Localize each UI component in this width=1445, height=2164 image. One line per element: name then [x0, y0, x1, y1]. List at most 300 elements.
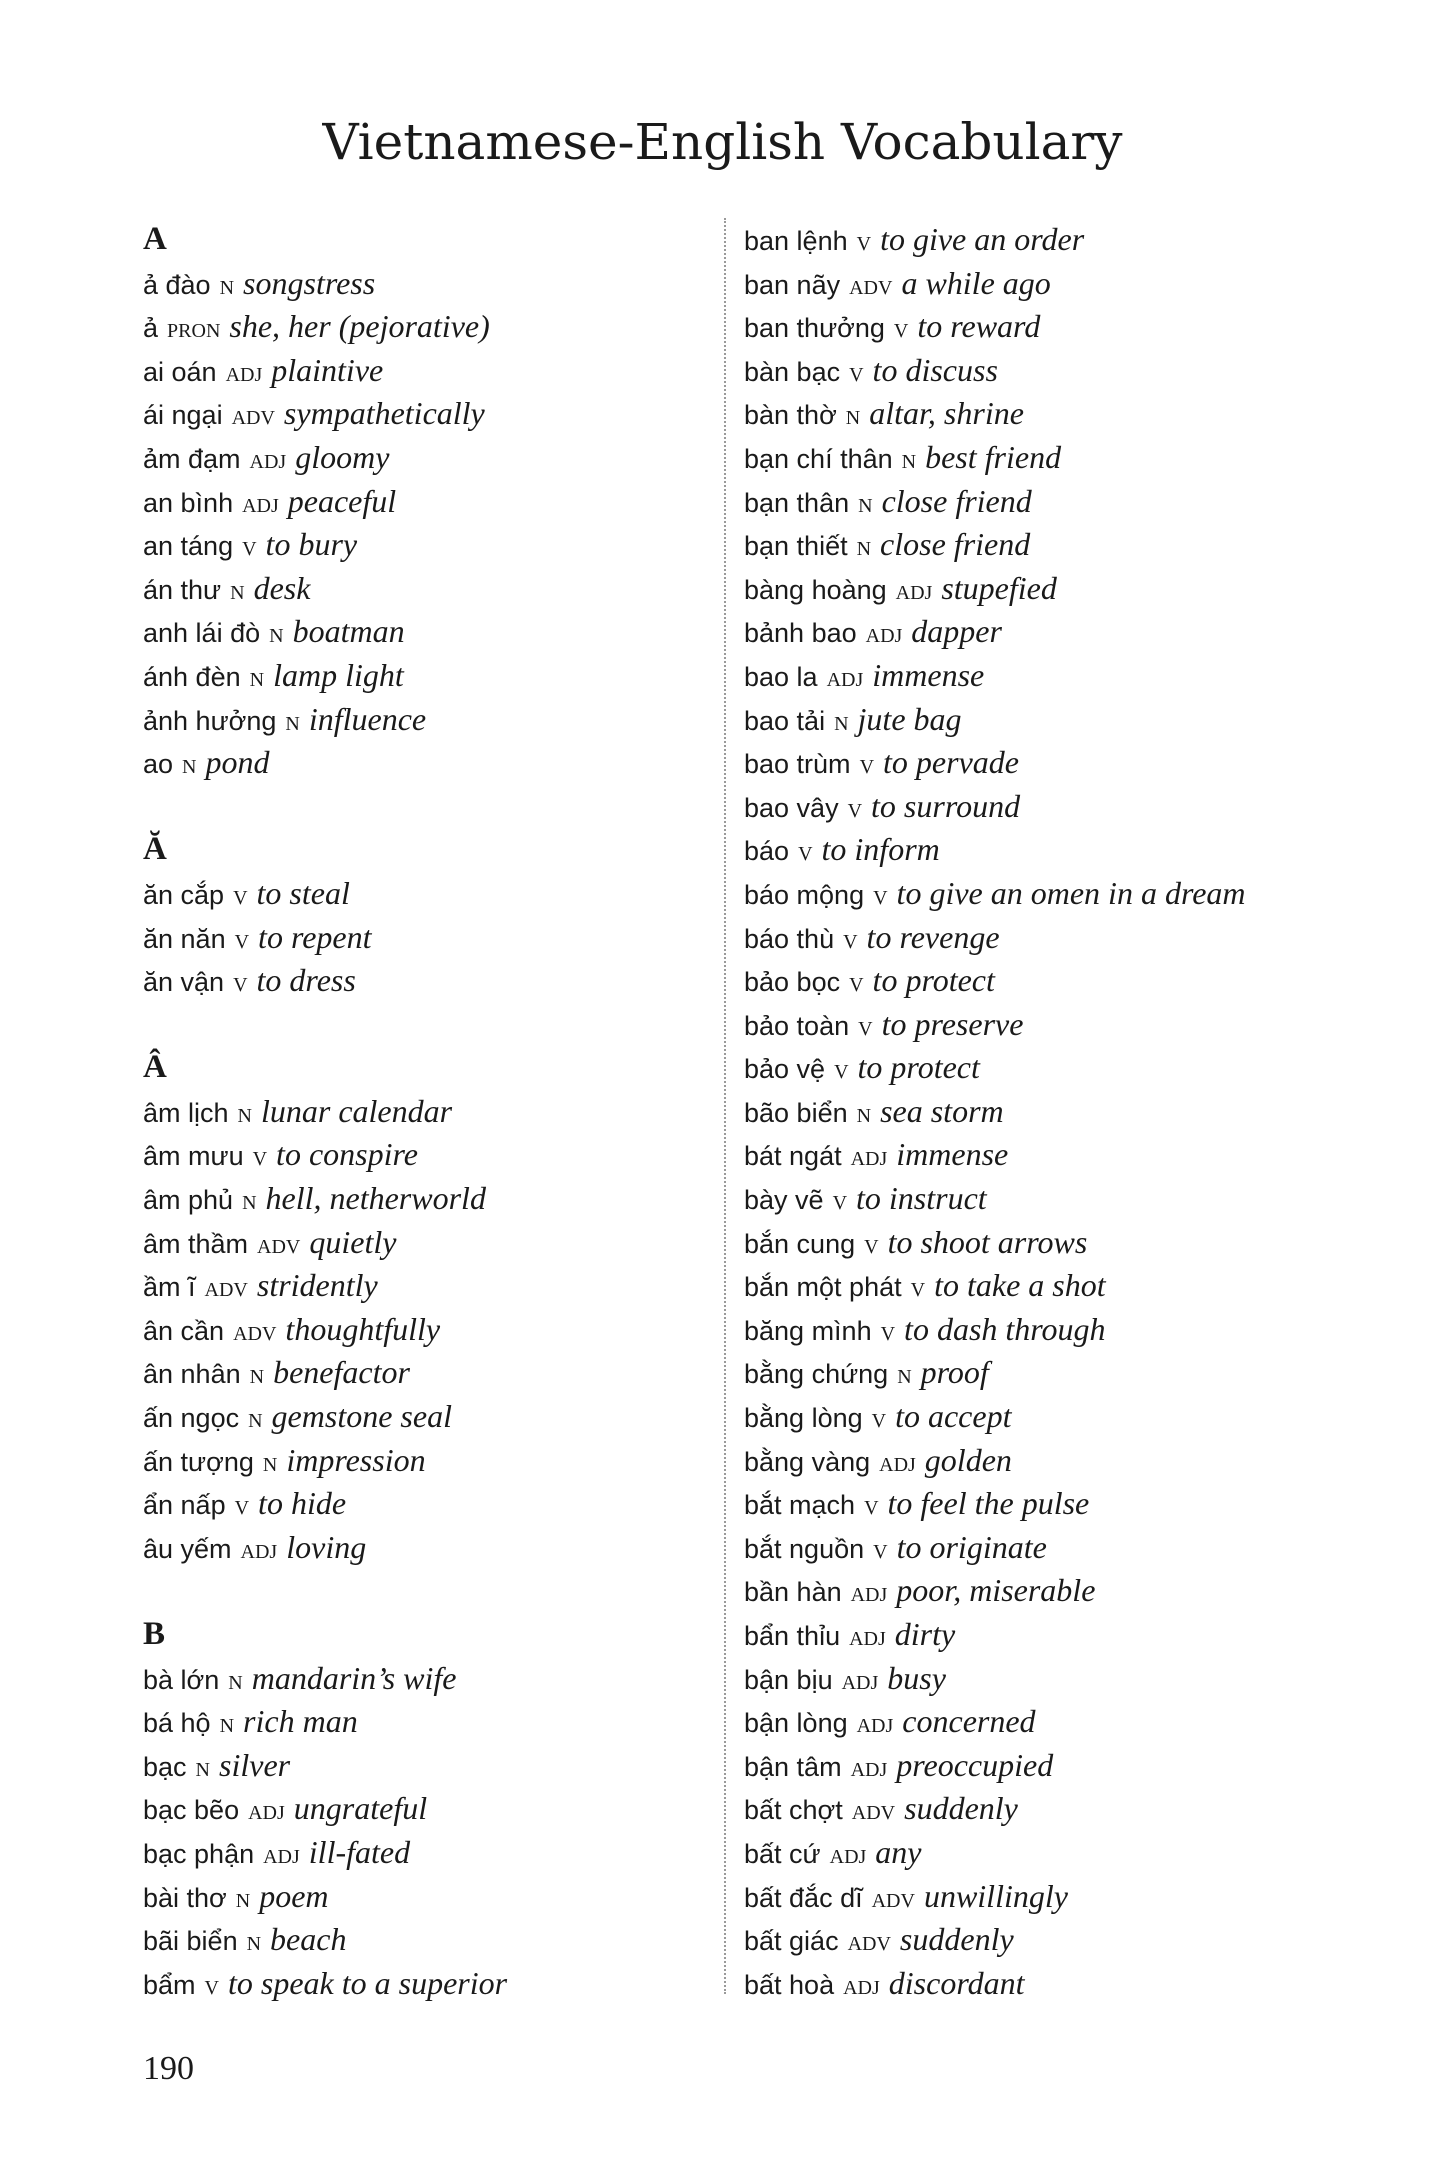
vocab-entry — [143, 523, 713, 567]
section-gap — [143, 785, 713, 829]
english-definition: to inform — [821, 831, 940, 868]
english-definition: suddenly — [904, 1790, 1018, 1827]
english-definition: immense — [896, 1136, 1009, 1173]
english-definition: she, her (pejorative) — [229, 308, 490, 345]
vocab-entry — [143, 1395, 713, 1439]
letter-heading: B — [143, 1616, 166, 1652]
english-definition: to hide — [258, 1485, 347, 1522]
english-definition: golden — [924, 1441, 1012, 1478]
english-definition: a while ago — [901, 264, 1051, 301]
english-definition: poor, miserable — [896, 1572, 1096, 1609]
part-of-speech: n — [237, 1096, 252, 1129]
vocab-entry — [744, 1351, 1424, 1395]
vocab-entry — [744, 828, 1424, 872]
vocab-entry — [744, 1613, 1424, 1657]
vietnamese-term: án thư — [143, 574, 222, 605]
part-of-speech: adj — [240, 1532, 278, 1565]
english-definition: dirty — [894, 1616, 956, 1652]
english-definition: to shoot arrows — [887, 1223, 1088, 1260]
english-definition: suddenly — [899, 1921, 1014, 1958]
vietnamese-term: bạn chí thân — [744, 443, 893, 474]
part-of-speech: adj — [225, 355, 263, 388]
vietnamese-term: bát ngát — [744, 1141, 842, 1172]
vocab-entry — [744, 1046, 1424, 1090]
part-of-speech: adj — [850, 1576, 888, 1609]
english-definition: dapper — [911, 613, 1002, 650]
vietnamese-term: bất cứ — [744, 1838, 821, 1869]
vocab-entry — [744, 1657, 1424, 1701]
vietnamese-term: bàng hoàng — [744, 574, 887, 605]
vocab-entry — [143, 654, 713, 698]
english-definition: pond — [205, 744, 270, 781]
part-of-speech: v — [871, 1402, 887, 1435]
part-of-speech: v — [204, 1968, 219, 2001]
vocab-entry — [744, 1221, 1424, 1265]
vietnamese-term: bảo toàn — [744, 1010, 850, 1041]
english-definition: ill-fated — [308, 1833, 411, 1870]
part-of-speech: v — [233, 966, 248, 999]
part-of-speech: n — [248, 1402, 263, 1435]
part-of-speech: adj — [249, 442, 287, 475]
part-of-speech: v — [832, 1184, 848, 1217]
vietnamese-term: ái ngại — [143, 400, 223, 431]
part-of-speech: v — [843, 922, 858, 955]
vocab-entry — [744, 1090, 1424, 1134]
english-definition: lamp light — [273, 656, 404, 693]
vietnamese-term: bao trùm — [744, 749, 851, 780]
vietnamese-term: ân cần — [143, 1315, 225, 1346]
part-of-speech: adj — [829, 1837, 867, 1870]
vietnamese-term: bắn cung — [744, 1228, 856, 1259]
vocab-entry — [143, 262, 713, 306]
english-definition: boatman — [292, 613, 405, 650]
column-divider — [724, 218, 726, 1994]
part-of-speech: v — [242, 530, 257, 563]
part-of-speech: v — [873, 1532, 888, 1565]
vietnamese-term: ánh đèn — [143, 661, 241, 692]
part-of-speech: n — [269, 617, 284, 650]
part-of-speech: v — [847, 791, 863, 824]
part-of-speech: n — [285, 704, 300, 737]
vocab-entry — [744, 1395, 1424, 1439]
english-definition: thoughtfully — [285, 1310, 441, 1347]
english-definition: unwillingly — [923, 1877, 1068, 1914]
vietnamese-term: bất giác — [744, 1926, 839, 1957]
vietnamese-term: báo — [744, 836, 790, 867]
part-of-speech: n — [858, 486, 873, 519]
vocab-entry — [744, 436, 1424, 480]
vietnamese-term: báo thù — [744, 923, 835, 954]
vietnamese-term: âm lịch — [143, 1097, 229, 1128]
part-of-speech: n — [228, 1663, 243, 1696]
vocab-entry — [744, 1875, 1424, 1919]
letter-heading: A — [143, 221, 167, 257]
vocab-entry — [744, 1308, 1424, 1352]
part-of-speech: adv — [233, 1314, 277, 1347]
vocab-entry — [143, 349, 713, 393]
vietnamese-term: ăn vận — [143, 967, 225, 998]
english-definition: gloomy — [295, 438, 390, 475]
english-definition: influence — [308, 700, 427, 737]
part-of-speech: n — [856, 530, 872, 563]
part-of-speech: v — [864, 1489, 879, 1522]
vocab-entry — [744, 1831, 1424, 1875]
part-of-speech: v — [234, 922, 250, 955]
part-of-speech: adj — [242, 486, 279, 519]
vietnamese-term: ban thưởng — [744, 313, 885, 344]
part-of-speech: adj — [849, 1620, 886, 1652]
part-of-speech: v — [849, 355, 864, 388]
english-definition: sea storm — [880, 1092, 1004, 1129]
english-definition: to accept — [895, 1398, 1012, 1435]
vietnamese-term: bạc — [143, 1751, 187, 1782]
vocab-entry — [143, 1526, 713, 1570]
english-definition: benefactor — [273, 1354, 410, 1391]
english-definition: poem — [259, 1877, 329, 1914]
english-definition: to dress — [256, 962, 356, 999]
english-definition: loving — [286, 1528, 367, 1565]
vietnamese-term: ả đào — [143, 269, 211, 300]
english-definition: discordant — [888, 1964, 1025, 2001]
letter-heading: Â — [143, 1049, 167, 1086]
part-of-speech: v — [234, 1489, 250, 1522]
vocab-entry — [744, 1264, 1424, 1308]
vietnamese-term: an táng — [143, 531, 234, 562]
vocab-entry — [744, 1918, 1424, 1962]
part-of-speech: n — [901, 442, 917, 475]
vocab-entry — [143, 916, 713, 960]
vietnamese-term: bạc phận — [143, 1838, 255, 1869]
part-of-speech: v — [893, 312, 909, 345]
vietnamese-term: bảo bọc — [744, 967, 841, 998]
vietnamese-term: bảnh bao — [744, 618, 857, 649]
english-definition: rich man — [243, 1703, 358, 1740]
part-of-speech: v — [858, 1009, 873, 1042]
part-of-speech: adv — [849, 268, 893, 301]
english-definition: to instruct — [856, 1180, 987, 1217]
english-definition: to give an omen in a dream — [896, 874, 1246, 911]
vocab-entry — [744, 959, 1424, 1003]
vietnamese-term: bàn bạc — [744, 356, 841, 387]
vietnamese-term: âm phủ — [143, 1185, 234, 1216]
vietnamese-term: ăn năn — [143, 923, 226, 954]
vocab-entry — [744, 872, 1424, 916]
vietnamese-term: ảnh hưởng — [143, 705, 277, 736]
section-gap — [143, 1569, 713, 1613]
part-of-speech: n — [182, 748, 197, 781]
english-definition: ungrateful — [293, 1790, 428, 1827]
vietnamese-term: ao — [143, 749, 174, 780]
english-definition: to revenge — [866, 918, 1000, 955]
english-definition: to reward — [917, 308, 1041, 345]
english-definition: altar, shrine — [869, 395, 1024, 432]
vietnamese-term: âu yếm — [143, 1533, 232, 1564]
part-of-speech: v — [859, 748, 875, 781]
vietnamese-term: an bình — [143, 487, 234, 518]
english-definition: to preserve — [881, 1005, 1024, 1042]
vietnamese-term: ầm ĩ — [143, 1272, 196, 1303]
vocab-entry — [143, 872, 713, 916]
part-of-speech: n — [230, 573, 245, 606]
vocab-entry — [744, 698, 1424, 742]
part-of-speech: n — [262, 1445, 278, 1478]
part-of-speech: n — [897, 1358, 912, 1391]
part-of-speech: n — [834, 704, 849, 737]
vietnamese-term: ảm đạm — [143, 443, 241, 474]
part-of-speech: adv — [847, 1925, 891, 1958]
vocab-entry — [744, 916, 1424, 960]
vocab-entry — [143, 305, 713, 349]
vietnamese-term: ban nãy — [744, 269, 841, 300]
part-of-speech: adj — [879, 1445, 916, 1478]
english-definition: to take a shot — [934, 1267, 1106, 1304]
english-definition: to bury — [265, 526, 358, 563]
vocab-entry — [744, 349, 1424, 393]
part-of-speech: n — [195, 1750, 210, 1783]
part-of-speech: v — [252, 1140, 268, 1173]
vocab-entry — [143, 567, 713, 611]
vocab-entry — [143, 1657, 713, 1701]
english-definition: lunar calendar — [260, 1092, 453, 1129]
vietnamese-term: bận tâm — [744, 1751, 842, 1782]
vietnamese-term: bạc bẽo — [143, 1795, 240, 1826]
vietnamese-term: bãi biển — [143, 1926, 238, 1957]
vietnamese-term: băng mình — [744, 1315, 872, 1346]
english-definition: to conspire — [276, 1136, 418, 1173]
vocab-entry — [744, 1700, 1424, 1744]
english-definition: to protect — [857, 1049, 980, 1086]
vietnamese-term: ẩn nấp — [143, 1490, 226, 1521]
english-definition: preoccupied — [896, 1746, 1054, 1783]
vocab-entry — [744, 1526, 1424, 1570]
vietnamese-term: anh lái đò — [143, 618, 261, 649]
english-definition: best friend — [925, 438, 1062, 475]
part-of-speech: v — [864, 1227, 879, 1260]
english-definition: any — [875, 1833, 922, 1870]
vocab-entry — [744, 1962, 1424, 2006]
vietnamese-term: ấn ngọc — [143, 1403, 240, 1434]
vocab-entry — [744, 1482, 1424, 1526]
vietnamese-term: bắt nguồn — [744, 1533, 865, 1564]
vietnamese-term: ân nhân — [143, 1359, 241, 1390]
vietnamese-term: bạn thiết — [744, 531, 848, 562]
vocab-entry — [143, 1962, 713, 2006]
english-definition: to steal — [256, 874, 350, 911]
part-of-speech: adj — [895, 573, 933, 606]
part-of-speech: adv — [231, 399, 275, 432]
vietnamese-term: bao vây — [744, 792, 839, 823]
vietnamese-term: bận lòng — [744, 1708, 848, 1739]
part-of-speech: n — [246, 1925, 262, 1958]
vietnamese-term: bài thơ — [143, 1882, 227, 1913]
vocab-entry — [143, 1482, 713, 1526]
english-definition: gemstone seal — [271, 1398, 452, 1435]
vocab-entry — [143, 1700, 713, 1744]
vocab-entry — [143, 959, 713, 1003]
english-definition: to discuss — [872, 351, 998, 388]
vietnamese-term: âm mưu — [143, 1141, 244, 1172]
part-of-speech: adv — [851, 1794, 896, 1827]
english-definition: impression — [286, 1441, 426, 1478]
vietnamese-term: bẩn thỉu — [744, 1621, 841, 1651]
vocab-entry — [143, 1875, 713, 1919]
part-of-speech: n — [219, 1707, 235, 1740]
part-of-speech: pron — [167, 312, 221, 345]
letter-heading: Ă — [143, 831, 167, 868]
english-definition: to speak to a superior — [227, 1964, 508, 2001]
part-of-speech: n — [249, 1358, 265, 1391]
part-of-speech: adj — [841, 1663, 879, 1696]
vietnamese-term: bằng vàng — [744, 1446, 871, 1477]
english-definition: to pervade — [883, 744, 1019, 781]
vocab-entry — [143, 610, 713, 654]
english-definition: immense — [872, 656, 985, 693]
vocab-entry — [143, 1831, 713, 1875]
part-of-speech: adj — [843, 1968, 880, 2001]
vietnamese-term: bà lớn — [143, 1664, 220, 1695]
part-of-speech: n — [249, 660, 265, 693]
page-number: 190 — [143, 2050, 194, 2087]
part-of-speech: v — [910, 1271, 926, 1304]
english-definition: plaintive — [271, 351, 384, 388]
vocab-entry — [143, 1351, 713, 1395]
vietnamese-term: báo mộng — [744, 879, 865, 910]
part-of-speech: v — [880, 1314, 896, 1347]
vocab-entry — [744, 392, 1424, 436]
vocab-entry — [143, 1744, 713, 1788]
part-of-speech: adv — [204, 1271, 248, 1304]
part-of-speech: adj — [850, 1140, 888, 1173]
vocab-entry — [143, 1787, 713, 1831]
english-definition: hell, netherworld — [265, 1180, 486, 1217]
english-definition: to surround — [871, 787, 1021, 824]
english-definition: to originate — [896, 1528, 1047, 1565]
vietnamese-term: bất chợt — [744, 1795, 843, 1826]
vocab-entry — [744, 1787, 1424, 1831]
vocab-entry — [143, 741, 713, 785]
vocab-entry — [744, 1439, 1424, 1483]
part-of-speech: adj — [850, 1750, 888, 1783]
vocab-entry — [143, 1264, 713, 1308]
vietnamese-term: bạn thân — [744, 487, 850, 518]
part-of-speech: adj — [248, 1794, 285, 1827]
vietnamese-term: bần hàn — [744, 1577, 842, 1608]
section-gap — [143, 1003, 713, 1047]
vocab-entry — [744, 480, 1424, 524]
vocab-entry — [744, 741, 1424, 785]
english-definition: concerned — [902, 1703, 1036, 1740]
vocab-entry — [744, 218, 1424, 262]
vocab-entry — [744, 1003, 1424, 1047]
english-definition: to feel the pulse — [887, 1485, 1090, 1522]
vocab-entry — [143, 1439, 713, 1483]
vocab-entry — [143, 1133, 713, 1177]
vietnamese-term: bao la — [744, 661, 818, 692]
part-of-speech: v — [834, 1053, 849, 1086]
vocab-entry — [744, 567, 1424, 611]
english-definition: sympathetically — [283, 395, 485, 432]
vocab-entry — [143, 1090, 713, 1134]
vietnamese-term: ả — [143, 313, 159, 344]
part-of-speech: n — [242, 1184, 257, 1217]
vocab-entry — [143, 1221, 713, 1265]
vocab-entry — [744, 523, 1424, 567]
vocab-entry — [744, 305, 1424, 349]
english-definition: busy — [887, 1659, 946, 1696]
english-definition: to protect — [872, 962, 995, 999]
vocab-entry — [744, 262, 1424, 306]
vocab-entry — [143, 1177, 713, 1221]
english-definition: stupefied — [941, 569, 1057, 606]
vietnamese-term: bận bịu — [744, 1664, 833, 1695]
right-column — [744, 218, 1424, 2005]
part-of-speech: v — [849, 966, 864, 999]
english-definition: to repent — [258, 918, 372, 955]
vietnamese-term: bất hoà — [744, 1969, 835, 2000]
vietnamese-term: ban lệnh — [744, 226, 848, 256]
vietnamese-term: ăn cắp — [143, 879, 225, 910]
part-of-speech: v — [233, 878, 248, 911]
part-of-speech: adj — [856, 1707, 894, 1740]
page-title: Vietnamese-English Vocabulary — [322, 113, 1123, 171]
vietnamese-term: bắn một phát — [744, 1272, 902, 1303]
part-of-speech: n — [856, 1096, 872, 1129]
part-of-speech: adj — [263, 1837, 300, 1870]
part-of-speech: adj — [826, 660, 864, 693]
vietnamese-term: bão biển — [744, 1097, 848, 1128]
part-of-speech: n — [845, 399, 861, 432]
english-definition: silver — [219, 1746, 291, 1783]
english-definition: to dash through — [904, 1310, 1106, 1347]
vietnamese-term: bất đắc dĩ — [744, 1882, 863, 1913]
english-definition: to give an order — [880, 221, 1085, 257]
english-definition: close friend — [880, 526, 1031, 563]
vietnamese-term: bàn thờ — [744, 400, 837, 431]
english-definition: proof — [920, 1354, 989, 1391]
english-definition: songstress — [243, 264, 376, 301]
vietnamese-term: âm thầm — [143, 1228, 249, 1259]
vocab-entry — [143, 698, 713, 742]
part-of-speech: v — [856, 225, 872, 257]
part-of-speech: n — [235, 1881, 251, 1914]
part-of-speech: v — [873, 878, 888, 911]
english-definition: quietly — [309, 1223, 397, 1260]
vietnamese-term: bá hộ — [143, 1708, 211, 1739]
vocab-entry — [744, 1133, 1424, 1177]
vietnamese-term: bẩm — [143, 1969, 196, 2000]
vietnamese-term: ai oán — [143, 356, 217, 387]
english-definition: jute bag — [857, 700, 962, 737]
vocab-entry — [143, 392, 713, 436]
vietnamese-term: bằng chứng — [744, 1359, 889, 1390]
part-of-speech: adv — [871, 1881, 915, 1914]
vocab-entry — [744, 610, 1424, 654]
vocab-entry — [744, 1569, 1424, 1613]
vietnamese-term: bắt mạch — [744, 1490, 856, 1521]
part-of-speech: v — [798, 835, 813, 868]
vocab-entry — [143, 436, 713, 480]
english-definition: beach — [270, 1921, 347, 1958]
vocab-entry — [143, 480, 713, 524]
english-definition: stridently — [256, 1267, 378, 1304]
vietnamese-term: bao tải — [744, 705, 826, 736]
english-definition: desk — [253, 569, 311, 606]
vietnamese-term: ấn tượng — [143, 1446, 254, 1477]
vietnamese-term: bày vẽ — [744, 1185, 824, 1216]
part-of-speech: n — [219, 268, 235, 301]
vocab-entry — [744, 1177, 1424, 1221]
left-column — [143, 218, 713, 2005]
